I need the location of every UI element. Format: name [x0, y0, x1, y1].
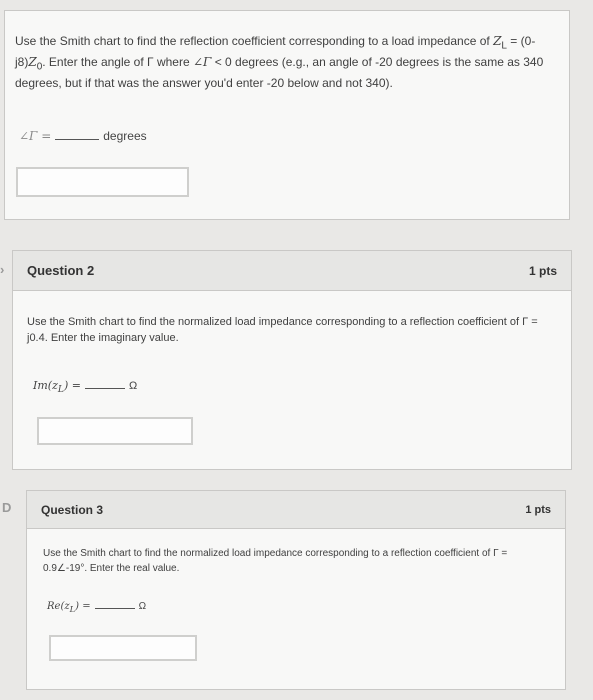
question-2-points: 1 pts — [528, 263, 557, 278]
re-zl-label: $Re(z_L)$ = — [47, 601, 91, 614]
question-1-answer-row — [19, 129, 147, 143]
answer-blank — [85, 388, 125, 389]
flag-marker-icon: › — [0, 262, 5, 277]
im-zl-label: $Im(z_L)$ = — [33, 379, 81, 396]
unit-label: degrees — [103, 129, 147, 143]
flag-marker-icon: D — [2, 500, 12, 515]
question-1-prompt: Use the Smith chart to find the reflection coefficient corresponding to a load impedance of $Z_L = (0-j8)Z_0$. Enter the angle of Γ where ∠Γ < 0 degrees (e.g., an angle of -20 degrees is the same as 340 degrees, but if that was the answer you'd enter -20 below and not 340). — [15, 34, 544, 90]
question-3-title: Question 3 — [41, 502, 104, 517]
question-3-prompt: Use the Smith chart to find the normalized load impedance corresponding to a reflection coefficient of Γ = 0.9∠-19°. Enter the real value. — [43, 548, 508, 574]
question-3-card — [26, 490, 566, 690]
question-1-card — [4, 10, 570, 220]
question-2-answer-input[interactable] — [37, 417, 193, 445]
answer-blank — [95, 608, 135, 609]
question-3-points: 1 pts — [525, 503, 551, 516]
question-2-card — [12, 250, 572, 470]
question-3-answer-row — [47, 601, 146, 614]
question-3-header — [27, 491, 565, 529]
question-2-header — [13, 251, 571, 291]
question-2-answer-row — [33, 379, 137, 395]
question-2-title: Question 2 — [27, 263, 95, 278]
answer-blank — [55, 139, 99, 140]
question-1-answer-input[interactable] — [16, 167, 189, 197]
ohm-unit: Ω — [138, 601, 147, 612]
ohm-unit: Ω — [128, 380, 138, 392]
question-3-answer-input[interactable] — [49, 635, 197, 661]
angle-gamma-label: ∠Γ = — [19, 129, 52, 143]
question-2-prompt: Use the Smith chart to find the normalized load impedance corresponding to a reflection coefficient of Γ = j0.4. Enter the imaginary value. — [27, 316, 538, 344]
